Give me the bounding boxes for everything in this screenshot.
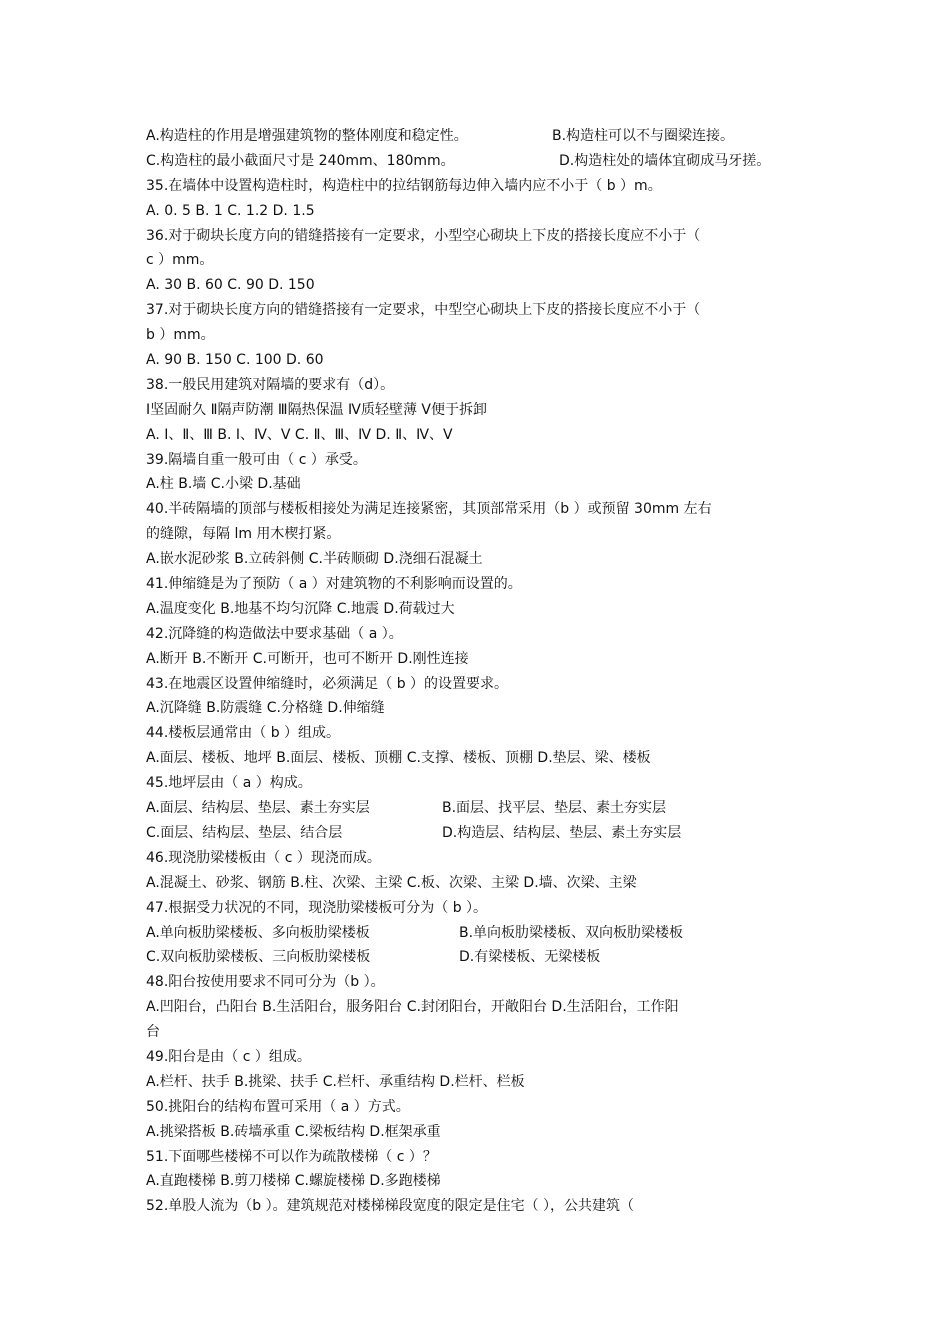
text-segment: Ⅰ坚固耐久 Ⅱ隔声防潮 Ⅲ隔热保温 Ⅳ质轻壁薄 Ⅴ便于拆卸 xyxy=(146,401,487,418)
text-line xyxy=(146,696,810,721)
text-line xyxy=(146,821,810,846)
text-line xyxy=(146,522,810,547)
text-line xyxy=(146,1070,810,1095)
text-segment: A.单向板肋梁楼板、多向板肋梁楼板 xyxy=(146,924,370,941)
text-segment: 46.现浇肋梁楼板由（ c ）现浇而成。 xyxy=(146,849,381,866)
text-line xyxy=(146,1020,810,1045)
text-line xyxy=(146,796,810,821)
text-line xyxy=(146,273,810,298)
text-segment: A.直跑楼梯 B.剪刀楼梯 C.螺旋楼梯 D.多跑楼梯 xyxy=(146,1173,441,1190)
text-segment: c ）mm。 xyxy=(146,252,214,269)
text-line xyxy=(146,149,810,174)
text-segment: D.构造层、结构层、垫层、素土夯实层 xyxy=(442,824,682,841)
text-line xyxy=(146,423,810,448)
text-line xyxy=(146,1095,810,1120)
text-segment: 43.在地震区设置伸缩缝时，必须满足（ b ）的设置要求。 xyxy=(146,675,509,692)
text-segment: A.构造柱的作用是增强建筑物的整体刚度和稳定性。 xyxy=(146,128,468,144)
text-line xyxy=(146,448,810,473)
text-segment: C.构造柱的最小截面尺寸是 240mm、180mm。 xyxy=(146,152,455,169)
text-line xyxy=(146,1194,810,1219)
text-segment: 52.单股人流为（b ）。建筑规范对楼梯梯段宽度的限定是住宅（ ），公共建筑（ xyxy=(146,1198,635,1215)
text-segment: B.构造柱可以不与圈梁连接。 xyxy=(552,128,735,144)
text-line xyxy=(146,547,810,572)
text-line xyxy=(146,298,810,323)
text-line xyxy=(146,945,810,970)
text-line xyxy=(146,572,810,597)
text-segment: 51.下面哪些楼梯不可以作为疏散楼梯（ c ）？ xyxy=(146,1148,437,1165)
text-line xyxy=(146,672,810,697)
text-segment: A.断开 B.不断开 C.可断开，也可不断开 D.刚性连接 xyxy=(146,650,469,667)
text-segment: A. 30 B. 60 C. 90 D. 150 xyxy=(146,277,315,294)
text-segment: 44.楼板层通常由（ b ）组成。 xyxy=(146,725,341,742)
text-segment: D.构造柱处的墙体宜砌成马牙搓。 xyxy=(559,152,771,169)
text-segment: A.温度变化 B.地基不均匀沉降 C.地震 D.荷载过大 xyxy=(146,600,455,617)
text-segment: 40.半砖隔墙的顶部与楼板相接处为满足连接紧密，其顶部常采用（b ）或预留 30mm 左右 xyxy=(146,501,712,518)
text-segment: A.栏杆、扶手 B.挑梁、扶手 C.栏杆、承重结构 D.栏杆、栏板 xyxy=(146,1073,525,1090)
text-segment: A.嵌水泥砂浆 B.立砖斜侧 C.半砖顺砌 D.浇细石混凝土 xyxy=(146,551,483,568)
document-body xyxy=(146,124,810,1219)
text-line xyxy=(146,124,810,149)
text-line xyxy=(146,970,810,995)
text-segment: A.凹阳台，凸阳台 B.生活阳台，服务阳台 C.封闭阳台，开敞阳台 D.生活阳台，工作阳 xyxy=(146,999,679,1016)
text-line xyxy=(146,597,810,622)
text-line xyxy=(146,622,810,647)
text-line xyxy=(146,248,810,273)
text-segment: 41.伸缩缝是为了预防（ a ）对建筑物的不利影响而设置的。 xyxy=(146,576,522,593)
text-line xyxy=(146,348,810,373)
text-segment: B.面层、找平层、垫层、素土夯实层 xyxy=(442,800,667,817)
text-segment: 42.沉降缝的构造做法中要求基础（ a ）。 xyxy=(146,625,403,642)
text-line xyxy=(146,896,810,921)
text-segment: b ）mm。 xyxy=(146,327,215,344)
text-segment: 48.阳台按使用要求不同可分为（b ）。 xyxy=(146,974,385,991)
text-line xyxy=(146,224,810,249)
text-line xyxy=(146,1045,810,1070)
text-line xyxy=(146,497,810,522)
text-segment: A.面层、结构层、垫层、素土夯实层 xyxy=(146,800,370,817)
text-segment: 49.阳台是由（ c ）组成。 xyxy=(146,1048,311,1065)
text-segment: 35.在墙体中设置构造柱时，构造柱中的拉结钢筋每边伸入墙内应不小于（ b ）m。 xyxy=(146,177,662,194)
text-line xyxy=(146,771,810,796)
text-segment: 的缝隙，每隔 lm 用木楔打紧。 xyxy=(146,526,341,543)
text-segment: 36.对于砌块长度方向的错缝搭接有一定要求，小型空心砌块上下皮的搭接长度应不小于（ xyxy=(146,227,701,244)
text-line xyxy=(146,746,810,771)
text-segment: A.柱 B.墙 C.小梁 D.基础 xyxy=(146,476,301,493)
text-segment: A.混凝土、砂浆、钢筋 B.柱、次梁、主梁 C.板、次梁、主梁 D.墙、次梁、主梁 xyxy=(146,874,637,891)
text-line xyxy=(146,1145,810,1170)
text-segment: 39.隔墙自重一般可由（ c ）承受。 xyxy=(146,451,367,468)
text-line xyxy=(146,721,810,746)
text-line xyxy=(146,398,810,423)
text-line xyxy=(146,921,810,946)
text-line xyxy=(146,373,810,398)
text-segment: 45.地坪层由（ a ）构成。 xyxy=(146,775,312,792)
text-segment: 38.一般民用建筑对隔墙的要求有（d）。 xyxy=(146,376,395,393)
text-segment: A. Ⅰ、Ⅱ、Ⅲ B. Ⅰ、Ⅳ、Ⅴ C. Ⅱ、Ⅲ、Ⅳ D. Ⅱ、Ⅳ、Ⅴ xyxy=(146,426,453,443)
text-segment: A.沉降缝 B.防震缝 C.分格缝 D.伸缩缝 xyxy=(146,700,385,717)
text-line xyxy=(146,871,810,896)
text-line xyxy=(146,1120,810,1145)
text-segment: C.面层、结构层、垫层、结合层 xyxy=(146,824,343,841)
text-segment: 台 xyxy=(146,1024,160,1041)
text-segment: 37.对于砌块长度方向的错缝搭接有一定要求，中型空心砌块上下皮的搭接长度应不小于（ xyxy=(146,302,701,319)
text-segment: C.双向板肋梁楼板、三向板肋梁楼板 xyxy=(146,949,371,966)
text-segment: A.面层、楼板、地坪 B.面层、楼板、顶棚 C.支撑、楼板、顶棚 D.垫层、梁、楼板 xyxy=(146,750,651,767)
text-line xyxy=(146,647,810,672)
text-line xyxy=(146,472,810,497)
text-line xyxy=(146,995,810,1020)
text-segment: 50.挑阳台的结构布置可采用（ a ）方式。 xyxy=(146,1098,410,1115)
text-segment: A. 0. 5 B. 1 C. 1.2 D. 1.5 xyxy=(146,202,315,219)
text-segment: 47.根据受力状况的不同，现浇肋梁楼板可分为（ b ）。 xyxy=(146,899,488,916)
text-segment: A. 90 B. 150 C. 100 D. 60 xyxy=(146,352,324,369)
text-line xyxy=(146,846,810,871)
text-segment: B.单向板肋梁楼板、双向板肋梁楼板 xyxy=(459,924,684,941)
text-line xyxy=(146,1169,810,1194)
text-segment: A.挑梁搭板 B.砖墙承重 C.梁板结构 D.框架承重 xyxy=(146,1123,441,1140)
text-line xyxy=(146,323,810,348)
text-line xyxy=(146,174,810,199)
text-segment: D.有梁楼板、无梁楼板 xyxy=(459,949,601,966)
text-line xyxy=(146,199,810,224)
